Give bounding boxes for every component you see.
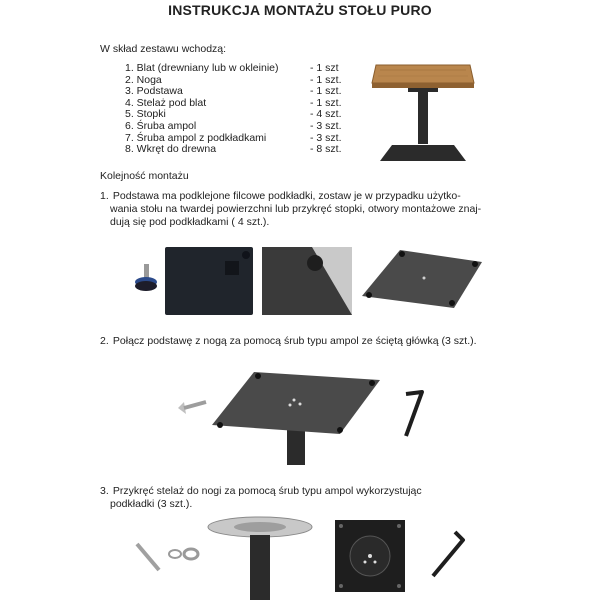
step-3: 3. Przykręć stelaż do nogi za pomocą śrub typu ampol wykorzystując podkładki (3 szt.). (100, 485, 422, 510)
foot-glide-image (132, 262, 162, 294)
base-felt-pad-image (165, 247, 253, 315)
parts-list (125, 63, 342, 156)
base-corner-image (262, 247, 352, 315)
leg-with-frame-image (205, 515, 315, 600)
list-item: 1. Blat (drewniany lub w okleinie) - 1 szt (125, 62, 339, 74)
base-plate-image (362, 250, 482, 310)
list-item: 7. Śruba ampol z podkładkami - 3 szt. (125, 131, 342, 144)
list-item: 8. Wkręt do drewna - 8 szt. (125, 143, 342, 156)
frame-plate-image (335, 520, 405, 592)
list-item: 2. Noga - 1 szt. (125, 73, 342, 86)
hex-key-image (425, 528, 465, 580)
kit-intro: W skład zestawu wchodzą: (100, 43, 227, 55)
step-1: 1. Podstawa ma podklejone filcowe podkładki, zostaw je w przypadku użytko- wania stołu na twardej powierzchni lub przykręć stopki, otwory montażowe znaj- dują się pod podkładkami ( 4 szt.). (100, 190, 482, 228)
list-item: 5. Stopki - 4 szt. (125, 108, 342, 121)
table-illustration (368, 55, 478, 170)
hex-key-image (400, 388, 434, 440)
section-heading: Kolejność montażu (100, 170, 189, 182)
bolt-with-washers-image (133, 540, 205, 574)
list-item: 6. Śruba ampol - 3 szt. (125, 119, 342, 132)
base-with-leg-image (212, 370, 382, 465)
page-title: INSTRUKCJA MONTAŻU STOŁU PURO (168, 2, 432, 18)
ampol-bolt-image (178, 398, 208, 418)
list-item: 3. Podstawa - 1 szt. (125, 85, 342, 98)
list-item: 4. Stelaż pod blat - 1 szt. (125, 96, 342, 109)
step-2: 2. Połącz podstawę z nogą za pomocą śrub typu ampol ze ściętą główką (3 szt.). (100, 335, 477, 347)
